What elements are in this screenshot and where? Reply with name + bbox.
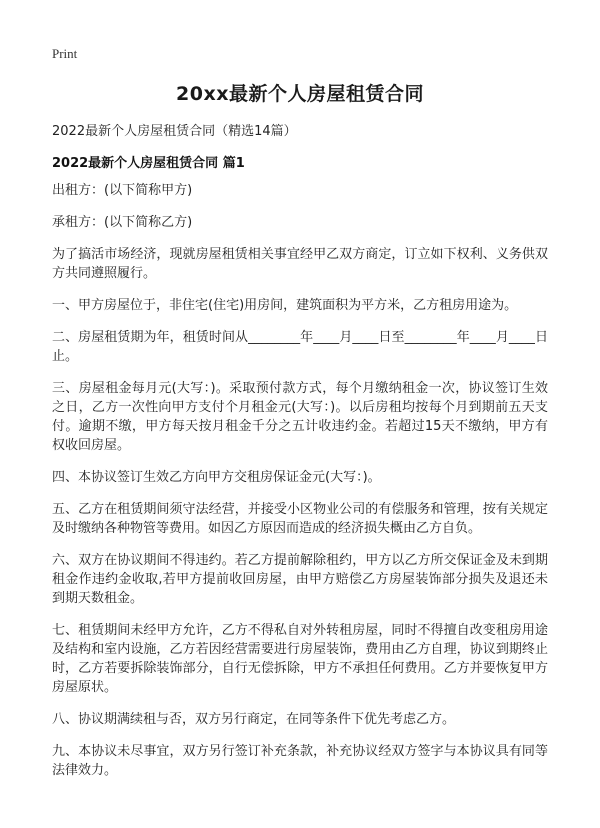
paragraph-preamble: 为了搞活市场经济，现就房屋租赁相关事宜经甲乙双方商定，订立如下权利、义务供双方共同遵照履行。 [52,247,548,281]
document-title: 20xx最新个人房屋租赁合同 [176,83,424,105]
paragraph-clause-5: 五、乙方在租赁期间须守法经营，并接受小区物业公司的有偿服务和管理，按有关规定及时缴纳各种物管等费用。如因乙方原因而造成的经济损失概由乙方自负。 [52,502,548,536]
paragraph-clause-9: 九、本协议未尽事宜，双方另行签订补充条款，补充协议经双方签字与本协议具有同等法律效力。 [52,744,548,778]
document-subtitle: 2022最新个人房屋租赁合同（精选14篇） [52,124,297,139]
paragraph-lessee: 承租方：(以下简称乙方) [52,215,193,230]
paragraph-clause-4: 四、本协议签订生效乙方向甲方交租房保证金元(大写：)。 [52,470,381,485]
paragraph-clause-7: 七、租赁期间未经甲方允许，乙方不得私自对外转租房屋，同时不得擅自改变租房用途及结构和室内设施，乙方若因经营需要进行房屋装饰，费用由乙方自理，协议到期终止时，乙方若要拆除装饰部分，自行无偿拆除，甲方不承担任何费用。乙方并要恢复甲方房屋原状。 [52,623,548,695]
paragraph-clause-2: 二、房屋租赁期为年，租赁时间从________年____月____日至________年____月____日止。 [52,330,548,364]
contract-body [52,181,548,793]
print-label[interactable]: Print [52,46,78,61]
paragraph-clause-3: 三、房屋租金每月元(大写：)。采取预付款方式，每个月缴纳租金一次，协议签订生效之日，乙方一次性向甲方支付个月租金元(大写：)。以后房租均按每个月到期前五天支付。逾期不缴，甲方每天按月租金千分之五计收违约金。若超过15天不缴纳，甲方有权收回房屋。 [52,381,548,453]
paragraph-lessor: 出租方：(以下简称甲方) [52,183,193,198]
paragraph-clause-6: 六、双方在协议期间不得违约。若乙方提前解除租约，甲方以乙方所交保证金及未到期租金作违约金收取,若甲方提前收回房屋，由甲方赔偿乙方房屋装饰部分损失及退还未到期天数租金。 [52,553,548,606]
section-heading: 2022最新个人房屋租赁合同 篇1 [52,156,245,171]
paragraph-clause-1: 一、甲方房屋位于，非住宅(住宅)用房间，建筑面积为平方米，乙方租房用途为。 [52,298,518,313]
paragraph-clause-8: 八、协议期满续租与否，双方另行商定，在同等条件下优先考虑乙方。 [52,712,456,727]
